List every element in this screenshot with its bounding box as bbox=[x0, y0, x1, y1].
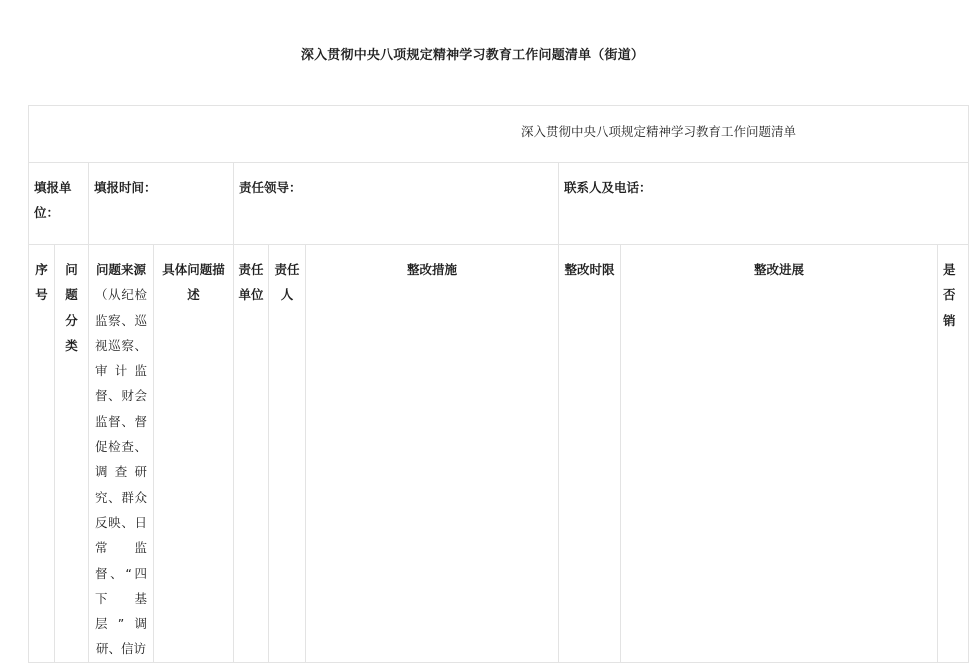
issue-list-table bbox=[28, 105, 969, 663]
header-source-title: 问题来源 bbox=[95, 262, 146, 277]
header-deadline-cell bbox=[559, 245, 621, 663]
responsible-leader-label: 责任领导： bbox=[239, 180, 302, 195]
header-resp-person-cell bbox=[269, 245, 306, 663]
header-measures-cell bbox=[306, 245, 559, 663]
contact-cell[interactable] bbox=[559, 163, 969, 245]
table-title: 深入贯彻中央八项规定精神学习教育工作问题清单 bbox=[521, 124, 797, 139]
header-deadline: 整改时限 bbox=[564, 262, 615, 277]
header-seq: 序号 bbox=[35, 262, 48, 303]
header-source-cell bbox=[89, 245, 154, 663]
document-title: 深入贯彻中央八项规定精神学习教育工作问题清单（街道） bbox=[300, 48, 645, 63]
header-category-cell bbox=[55, 245, 89, 663]
contact-label: 联系人及电话： bbox=[564, 180, 652, 195]
header-cutoff-cell bbox=[938, 245, 969, 663]
fill-unit-label: 填报单位： bbox=[34, 180, 72, 221]
header-seq-cell bbox=[29, 245, 55, 663]
header-description-cell bbox=[154, 245, 234, 663]
fill-time-label: 填报时间： bbox=[94, 180, 157, 195]
header-category: 问题分类 bbox=[65, 262, 78, 353]
header-resp-person: 责任人 bbox=[274, 262, 300, 303]
header-resp-unit-cell bbox=[234, 245, 269, 663]
header-source-detail: （从纪检监察、巡视巡察、审计监督、财会监督、督促检查、调查研究、群众反映、日常监督、“四下基层”调研、信访 bbox=[95, 287, 147, 657]
fill-unit-cell[interactable] bbox=[29, 163, 89, 245]
header-cutoff: 是否销 bbox=[943, 262, 956, 328]
header-progress-cell bbox=[621, 245, 938, 663]
header-progress: 整改进展 bbox=[753, 262, 804, 277]
header-measures: 整改措施 bbox=[406, 262, 457, 277]
header-description: 具体问题描述 bbox=[162, 262, 225, 303]
fill-time-cell[interactable] bbox=[89, 163, 234, 245]
table-title-cell bbox=[29, 106, 969, 163]
issue-list-table-container bbox=[28, 105, 968, 657]
header-resp-unit: 责任单位 bbox=[238, 262, 264, 303]
responsible-leader-cell[interactable] bbox=[234, 163, 559, 245]
